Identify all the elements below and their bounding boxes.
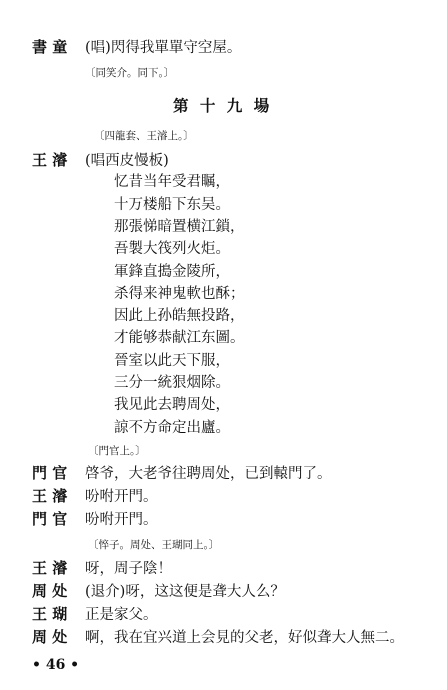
dialogue-text: 呀，周子陰！ [85, 561, 172, 577]
speaker-label: 門 官 [32, 464, 68, 482]
verse-line: 三分一統狠烟除。 [114, 375, 230, 391]
stage-direction: 〔四龍套、王濬上。〕 [94, 130, 194, 142]
verse-line: 那張悌暗置横江鎖， [114, 219, 245, 235]
speaker-label: 王 瑚 [32, 605, 68, 623]
verse-line: 吾製大筏列火炬。 [114, 241, 230, 257]
speaker-label: 王 濬 [32, 487, 68, 505]
dialogue-text: 吩咐开門。 [85, 512, 158, 528]
verse-line: 晉室以此天下服， [114, 353, 230, 369]
verse-line: 才能够恭献江东圖。 [114, 330, 245, 346]
stage-direction: 〔門官上。〕 [88, 445, 146, 457]
stage-direction: 〔悴子。周处、王瑚同上。〕 [88, 539, 220, 551]
dialogue-text: 啓爷，大老爷往聘周处，已到轅門了。 [85, 466, 332, 482]
speaker-label: 周 处 [32, 628, 68, 646]
dialogue-text: 吩咐开門。 [85, 489, 158, 505]
dialogue-text: (唱)閃得我單單守空屋。 [85, 40, 242, 56]
dialogue-text: 啊，我在宜兴道上会見的父老，好似聋大人無二。 [85, 630, 404, 646]
speaker-label: 王 濬 [32, 559, 68, 577]
verse-line: 軍鋒直搗金陵所， [114, 264, 230, 280]
verse-line: 我见此去聘周处， [114, 397, 230, 413]
dialogue-text: (唱西皮慢板) [85, 153, 169, 169]
verse-line: 杀得来神鬼軟也酥； [114, 286, 245, 302]
speaker-label: 書 童 [32, 38, 68, 56]
verse-line: 因此上孙皓無投路， [114, 308, 245, 324]
verse-line: 忆昔当年受君瞩， [114, 174, 230, 190]
speaker-label: 王 濬 [32, 151, 68, 169]
verse-line: 諒不方命定出廬。 [114, 420, 230, 436]
stage-direction: 〔同笑介。同下。〕 [85, 67, 175, 79]
page-number: • 46 • [32, 657, 80, 673]
speaker-label: 周 处 [32, 582, 68, 600]
verse-line: 十万楼船下东吴。 [114, 197, 230, 213]
scene-title: 第 十 九 場 [173, 96, 273, 115]
dialogue-text: (退介)呀，这这便是聋大人么？ [85, 584, 285, 600]
speaker-label: 門 官 [32, 510, 68, 528]
dialogue-text: 正是家父。 [85, 607, 158, 623]
